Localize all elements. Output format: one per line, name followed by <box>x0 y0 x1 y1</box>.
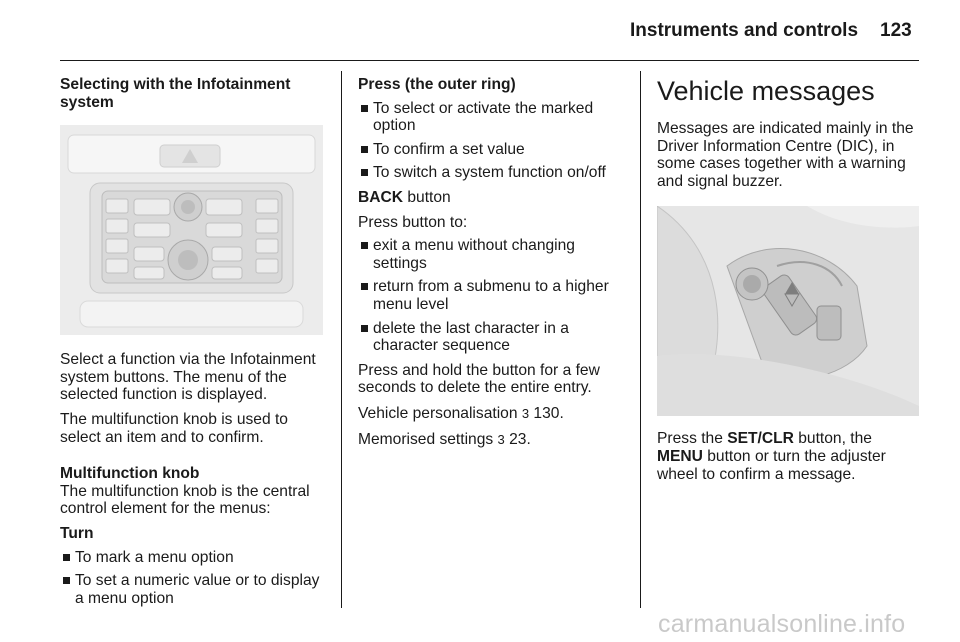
reference-page: 130. <box>529 404 564 422</box>
reference-arrow-icon: 3 <box>521 405 530 421</box>
paragraph: The multifunction knob is the central control element for the menus: <box>60 482 310 518</box>
infotainment-panel-illustration <box>60 125 323 335</box>
column-2 <box>358 76 620 448</box>
press-list <box>358 100 620 182</box>
list-item: return from a submenu to a higher menu level <box>358 278 620 313</box>
reference-page: 23. <box>504 430 531 448</box>
header-title: Instruments and controls <box>630 20 859 41</box>
reference-text: Memorised settings <box>358 430 494 448</box>
column-1 <box>60 76 326 607</box>
confirm-message-paragraph <box>657 430 921 483</box>
section-heading: Selecting with the Infotainment system <box>60 76 291 111</box>
menu-label: MENU <box>657 447 703 465</box>
setclr-label: SET/CLR <box>727 430 794 448</box>
back-label: BACK <box>358 188 404 206</box>
paragraph: The multifunction knob is used to select an item and to confirm. <box>60 410 288 446</box>
list-item: To confirm a set value <box>358 141 620 159</box>
text-run: button, the <box>793 430 872 448</box>
paragraph: Press button to: <box>358 213 468 231</box>
text-run: Press the <box>657 430 728 448</box>
page-header <box>0 0 960 60</box>
reference-text: Vehicle personalisation <box>358 404 518 422</box>
cross-reference <box>358 431 620 449</box>
back-list <box>358 237 620 355</box>
back-suffix: button <box>403 188 451 206</box>
column-divider <box>341 71 342 608</box>
steering-column-stalk-illustration <box>657 206 919 416</box>
paragraph: Select a function via the Infotainment system buttons. The menu of the selected function is displayed. <box>60 351 316 404</box>
watermark: carmanualsonline.info <box>658 610 906 638</box>
list-item: To mark a menu option <box>60 549 326 567</box>
list-item: exit a menu without changing settings <box>358 237 620 272</box>
list-item: To select or activate the marked option <box>358 100 620 135</box>
paragraph: Messages are indicated mainly in the Driver Information Centre (DIC), in some cases together with a warning and signal buzzer. <box>657 120 914 190</box>
cross-reference <box>358 405 620 423</box>
paragraph: Press and hold the button for a few seconds to delete the entire entry. <box>358 361 600 397</box>
back-button-line <box>358 189 620 207</box>
page-number: 123 <box>880 20 912 41</box>
reference-arrow-icon: 3 <box>497 431 505 447</box>
column-divider <box>640 71 641 608</box>
column-3 <box>657 76 921 483</box>
subheading-knob: Multifunction knob <box>60 465 200 483</box>
list-item: To set a numeric value or to display a menu option <box>60 572 326 607</box>
section-title: Vehicle messages <box>657 76 875 106</box>
turn-list <box>60 549 326 608</box>
header-rule <box>60 60 919 61</box>
text-run: button or turn the adjuster wheel to confirm a message. <box>657 447 886 483</box>
subheading-turn: Turn <box>60 524 94 542</box>
list-item: delete the last character in a character sequence <box>358 320 620 355</box>
list-item: To switch a system function on/off <box>358 164 620 182</box>
subheading-press: Press (the outer ring) <box>358 76 516 93</box>
